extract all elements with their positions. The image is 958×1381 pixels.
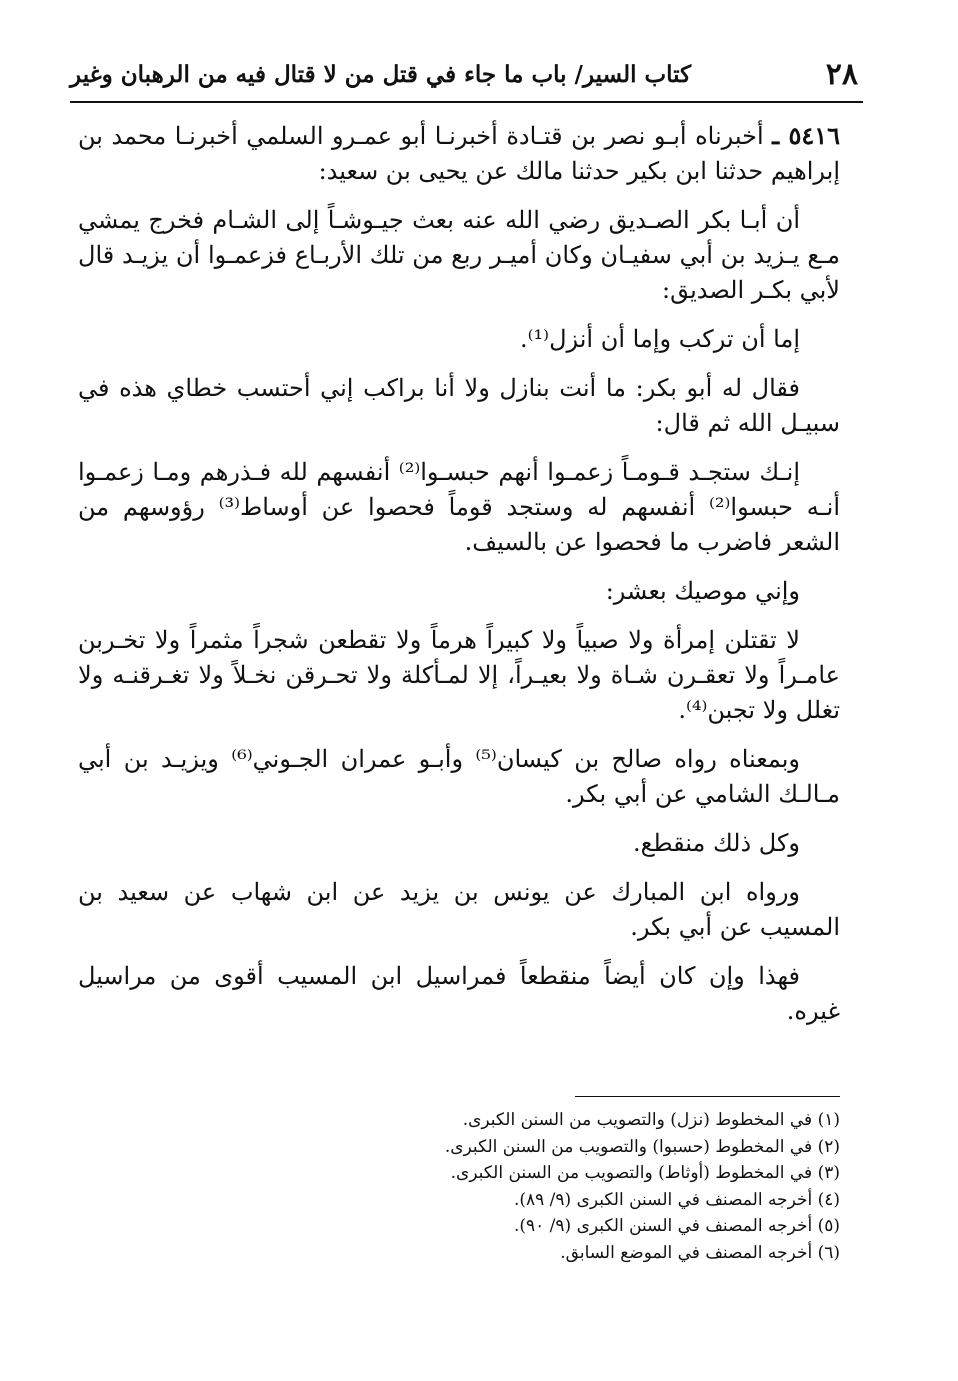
main-text: [78, 118, 840, 1043]
header-rule: [70, 101, 863, 103]
paragraph-text: أخبرناه أبـو نصر بن قتـادة أخبرنـا أبو عمـرو السلمي أخبرنـا محمد بن إبراهيم حدثنا ابن بكير حدثنا مالك عن يحيى بن سعيد:: [78, 122, 840, 185]
paragraph: إما أن تركب وإما أن أنزل⁽¹⁾.: [520, 325, 800, 353]
paragraph: إنـك ستجـد قـومـاً زعمـوا أنهم حبسـوا⁽²⁾ أنفسهم لله فـذرهم ومـا زعمـوا أنـه حبسوا⁽²⁾ أنفسهم له وستجد قوماً فحصوا عن أوساط⁽³⁾ رؤوسهم من الشعر فاضرب ما فحصوا عن بالسيف.: [78, 458, 840, 556]
running-title: كتاب السير/ باب ما جاء في قتل من لا قتال فيه من الرهبان وغير: [70, 61, 692, 88]
footnote: (١) في المخطوط (نزل) والتصويب من السنن الكبرى.: [462, 1110, 840, 1130]
paragraph-isnad: [78, 118, 840, 189]
footnote: (٦) أخرجه المصنف في الموضع السابق.: [560, 1242, 840, 1263]
paragraph: أن أبـا بكر الصـديق رضي الله عنه بعث جيـوشـاً إلى الشـام فخرج يمشي مـع يـزيد بن أبي سفيـان وكان أميـر ربع من تلك الأربـاع فزعمـوا أن يزيـد قال لأبي بكـر الصديق:: [78, 206, 840, 304]
paragraph: فهذا وإن كان أيضاً منقطعاً فمراسيل ابن المسيب أقوى من مراسيل غيره.: [78, 962, 840, 1025]
footnote-rule: [575, 1096, 840, 1097]
paragraph: وكل ذلك منقطع.: [632, 829, 800, 857]
paragraph: ورواه ابن المبارك عن يونس بن يزيد عن ابن شهاب عن سعيد بن المسيب عن أبي بكر.: [78, 878, 840, 941]
page-number: ٢٨: [825, 57, 858, 92]
footnotes: [300, 1107, 840, 1266]
footnote: (٥) أخرجه المصنف في السنن الكبرى (٩/ ٩٠).: [513, 1216, 840, 1236]
footnote: (٤) أخرجه المصنف في السنن الكبرى (٩/ ٨٩).: [513, 1189, 840, 1210]
paragraph: وبمعناه رواه صالح بن كيسان⁽⁵⁾ وأبـو عمران الجـوني⁽⁶⁾ ويزيـد بن أبي مـالـك الشامي عن أبي بكر.: [78, 745, 840, 808]
page-header: [70, 55, 858, 95]
footnote: (٢) في المخطوط (حسبوا) والتصويب من السنن الكبرى.: [444, 1136, 840, 1157]
hadith-number: ٥٤١٦ ـ: [772, 121, 840, 150]
paragraph: لا تقتلن إمرأة ولا صبياً ولا كبيراً هرماً ولا تقطعن شجراً مثمراً ولا تخـربن عامـراً ولا تعقـرن شـاة ولا بعيـراً، إلا لمـأكلة ولا تحـرقن نخـلاً ولا تغـرقنـه ولا تغلل ولا تجبن⁽⁴⁾.: [78, 626, 840, 724]
paragraph: وإني موصيك بعشر:: [605, 577, 800, 605]
footnote: (٣) في المخطوط (أوثاط) والتصويب من السنن الكبرى.: [450, 1163, 840, 1183]
paragraph: فقال له أبو بكر: ما أنت بنازل ولا أنا براكب إني أحتسب خطاي هذه في سبيـل الله ثم قال:: [78, 374, 840, 437]
